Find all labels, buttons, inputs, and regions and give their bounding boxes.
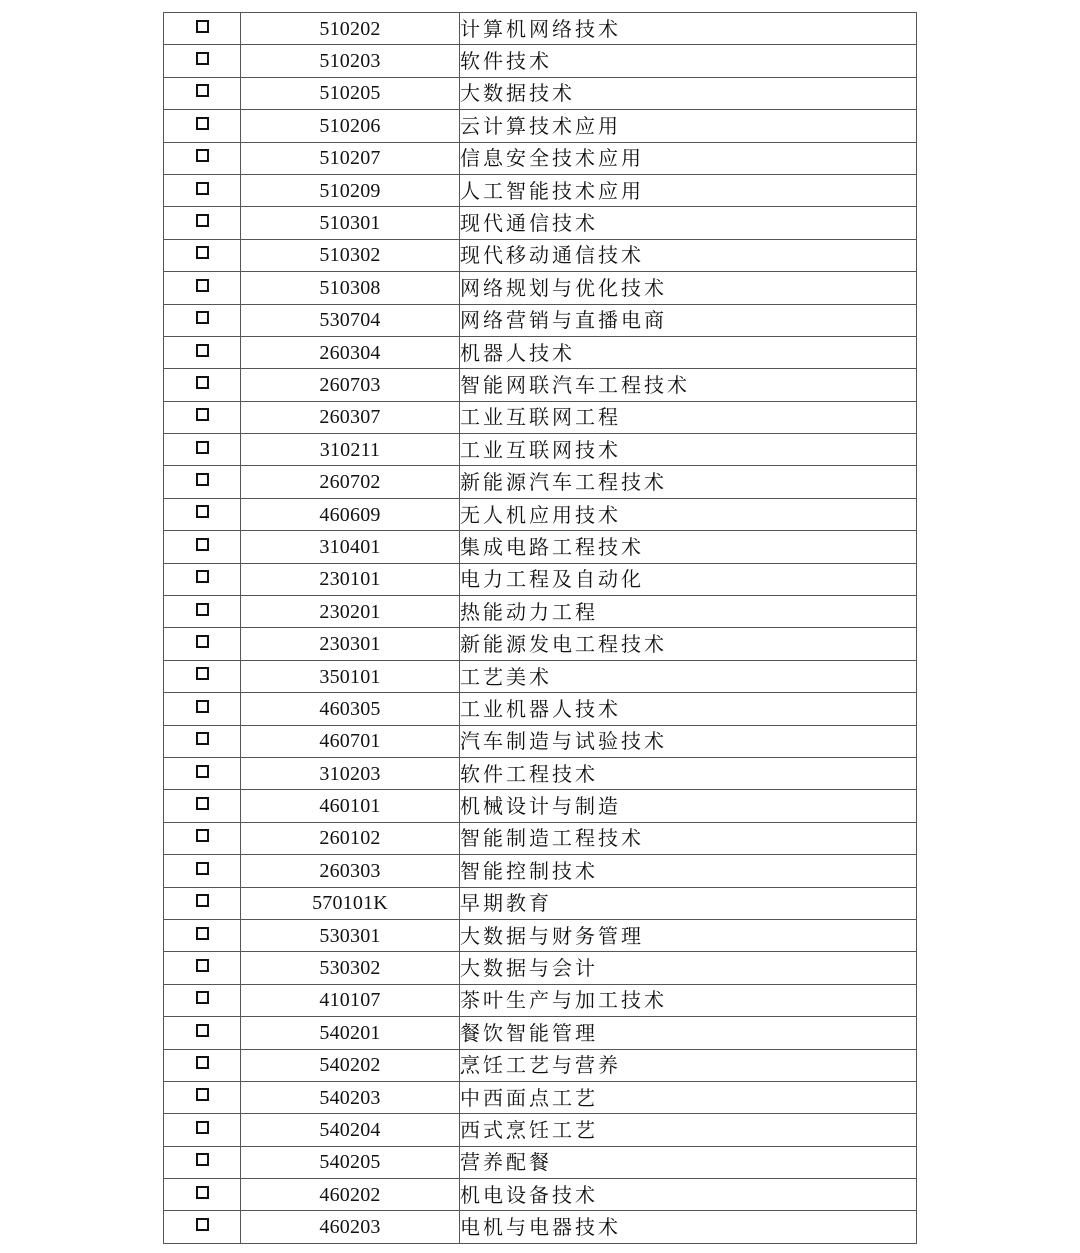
major-name: 新能源汽车工程技术: [460, 466, 917, 498]
major-name: 工艺美术: [460, 660, 917, 692]
checkbox-cell: [164, 77, 241, 109]
table-row: [164, 563, 917, 595]
table-row: [164, 142, 917, 174]
major-name: 集成电路工程技术: [460, 531, 917, 563]
major-name: 中西面点工艺: [460, 1081, 917, 1113]
major-name: 茶叶生产与加工技术: [460, 984, 917, 1016]
checkbox-cell: [164, 272, 241, 304]
select-checkbox[interactable]: [196, 214, 209, 227]
major-name: 人工智能技术应用: [460, 174, 917, 206]
table-row: [164, 822, 917, 854]
checkbox-cell: [164, 757, 241, 789]
select-checkbox[interactable]: [196, 829, 209, 842]
major-code: 530704: [241, 304, 460, 336]
major-name: 网络营销与直播电商: [460, 304, 917, 336]
major-name: 软件技术: [460, 45, 917, 77]
table-row: [164, 757, 917, 789]
checkbox-cell: [164, 434, 241, 466]
major-code: 460609: [241, 498, 460, 530]
select-checkbox[interactable]: [196, 1121, 209, 1134]
checkbox-cell: [164, 919, 241, 951]
major-code: 510308: [241, 272, 460, 304]
major-name: 工业互联网技术: [460, 434, 917, 466]
major-name: 大数据与会计: [460, 952, 917, 984]
checkbox-cell: [164, 336, 241, 368]
major-name: 机械设计与制造: [460, 790, 917, 822]
major-name: 电力工程及自动化: [460, 563, 917, 595]
table-row: [164, 660, 917, 692]
table-row: [164, 401, 917, 433]
select-checkbox[interactable]: [196, 505, 209, 518]
major-name: 烹饪工艺与营养: [460, 1049, 917, 1081]
select-checkbox[interactable]: [196, 149, 209, 162]
major-code: 230201: [241, 596, 460, 628]
major-name: 工业互联网工程: [460, 401, 917, 433]
table-row: [164, 531, 917, 563]
checkbox-cell: [164, 984, 241, 1016]
checkbox-cell: [164, 1114, 241, 1146]
select-checkbox[interactable]: [196, 635, 209, 648]
major-code: 310211: [241, 434, 460, 466]
select-checkbox[interactable]: [196, 570, 209, 583]
checkbox-cell: [164, 822, 241, 854]
checkbox-cell: [164, 369, 241, 401]
major-code: 510302: [241, 239, 460, 271]
major-code: 460202: [241, 1179, 460, 1211]
select-checkbox[interactable]: [196, 603, 209, 616]
major-name: 软件工程技术: [460, 757, 917, 789]
major-code: 540202: [241, 1049, 460, 1081]
major-code: 260307: [241, 401, 460, 433]
select-checkbox[interactable]: [196, 408, 209, 421]
table-row: [164, 272, 917, 304]
table-row: [164, 45, 917, 77]
table-row: [164, 369, 917, 401]
major-code: 460305: [241, 693, 460, 725]
table-row: [164, 952, 917, 984]
table-row: [164, 693, 917, 725]
select-checkbox[interactable]: [196, 441, 209, 454]
major-code: 510301: [241, 207, 460, 239]
checkbox-cell: [164, 142, 241, 174]
table-row: [164, 596, 917, 628]
table-row: [164, 1017, 917, 1049]
select-checkbox[interactable]: [196, 344, 209, 357]
checkbox-cell: [164, 401, 241, 433]
select-checkbox[interactable]: [196, 1218, 209, 1231]
select-checkbox[interactable]: [196, 52, 209, 65]
select-checkbox[interactable]: [196, 927, 209, 940]
major-name: 智能制造工程技术: [460, 822, 917, 854]
major-name: 西式烹饪工艺: [460, 1114, 917, 1146]
major-name: 机器人技术: [460, 336, 917, 368]
select-checkbox[interactable]: [196, 667, 209, 680]
checkbox-cell: [164, 660, 241, 692]
major-code: 460101: [241, 790, 460, 822]
checkbox-cell: [164, 1146, 241, 1178]
select-checkbox[interactable]: [196, 117, 209, 130]
major-code: 230301: [241, 628, 460, 660]
checkbox-cell: [164, 693, 241, 725]
major-code: 350101: [241, 660, 460, 692]
major-code: 530302: [241, 952, 460, 984]
select-checkbox[interactable]: [196, 991, 209, 1004]
major-name: 电机与电器技术: [460, 1211, 917, 1243]
table-row: [164, 887, 917, 919]
table-row: [164, 1211, 917, 1243]
major-code: 540201: [241, 1017, 460, 1049]
major-code: 230101: [241, 563, 460, 595]
checkbox-cell: [164, 1081, 241, 1113]
checkbox-cell: [164, 1017, 241, 1049]
checkbox-cell: [164, 531, 241, 563]
table-row: [164, 1049, 917, 1081]
major-name: 机电设备技术: [460, 1179, 917, 1211]
checkbox-cell: [164, 239, 241, 271]
checkbox-cell: [164, 1179, 241, 1211]
major-code: 510203: [241, 45, 460, 77]
checkbox-cell: [164, 1211, 241, 1243]
checkbox-cell: [164, 110, 241, 142]
checkbox-cell: [164, 207, 241, 239]
table-row: [164, 1114, 917, 1146]
select-checkbox[interactable]: [196, 732, 209, 745]
major-code: 540205: [241, 1146, 460, 1178]
checkbox-cell: [164, 498, 241, 530]
select-checkbox[interactable]: [196, 246, 209, 259]
select-checkbox[interactable]: [196, 959, 209, 972]
major-name: 无人机应用技术: [460, 498, 917, 530]
table-row: [164, 434, 917, 466]
major-name: 汽车制造与试验技术: [460, 725, 917, 757]
select-checkbox[interactable]: [196, 765, 209, 778]
major-name: 营养配餐: [460, 1146, 917, 1178]
select-checkbox[interactable]: [196, 311, 209, 324]
major-code: 310203: [241, 757, 460, 789]
checkbox-cell: [164, 1049, 241, 1081]
major-code: 570101K: [241, 887, 460, 919]
major-name: 计算机网络技术: [460, 13, 917, 45]
checkbox-cell: [164, 174, 241, 206]
major-name: 新能源发电工程技术: [460, 628, 917, 660]
major-name: 大数据与财务管理: [460, 919, 917, 951]
checkbox-cell: [164, 45, 241, 77]
select-checkbox[interactable]: [196, 538, 209, 551]
major-code: 260702: [241, 466, 460, 498]
select-checkbox[interactable]: [196, 84, 209, 97]
checkbox-cell: [164, 952, 241, 984]
table-row: [164, 13, 917, 45]
major-name: 热能动力工程: [460, 596, 917, 628]
select-checkbox[interactable]: [196, 1024, 209, 1037]
major-code: 410107: [241, 984, 460, 1016]
major-code: 510207: [241, 142, 460, 174]
table-row: [164, 1081, 917, 1113]
select-checkbox[interactable]: [196, 182, 209, 195]
major-name: 网络规划与优化技术: [460, 272, 917, 304]
table-row: [164, 855, 917, 887]
major-name: 智能网联汽车工程技术: [460, 369, 917, 401]
major-name: 智能控制技术: [460, 855, 917, 887]
document-page: [163, 12, 916, 1244]
select-checkbox[interactable]: [196, 376, 209, 389]
major-name: 大数据技术: [460, 77, 917, 109]
table-row: [164, 110, 917, 142]
major-name: 早期教育: [460, 887, 917, 919]
majors-table: [163, 12, 917, 1244]
checkbox-cell: [164, 466, 241, 498]
major-code: 530301: [241, 919, 460, 951]
majors-table-body: [164, 13, 917, 1244]
select-checkbox[interactable]: [196, 1088, 209, 1101]
select-checkbox[interactable]: [196, 279, 209, 292]
major-code: 260703: [241, 369, 460, 401]
table-row: [164, 336, 917, 368]
major-name: 云计算技术应用: [460, 110, 917, 142]
major-name: 信息安全技术应用: [460, 142, 917, 174]
major-code: 260303: [241, 855, 460, 887]
major-code: 510206: [241, 110, 460, 142]
select-checkbox[interactable]: [196, 797, 209, 810]
checkbox-cell: [164, 887, 241, 919]
major-code: 310401: [241, 531, 460, 563]
table-row: [164, 174, 917, 206]
checkbox-cell: [164, 563, 241, 595]
checkbox-cell: [164, 596, 241, 628]
checkbox-cell: [164, 628, 241, 660]
checkbox-cell: [164, 13, 241, 45]
major-code: 260102: [241, 822, 460, 854]
major-code: 510202: [241, 13, 460, 45]
checkbox-cell: [164, 855, 241, 887]
select-checkbox[interactable]: [196, 862, 209, 875]
select-checkbox[interactable]: [196, 473, 209, 486]
table-row: [164, 725, 917, 757]
major-name: 现代移动通信技术: [460, 239, 917, 271]
table-row: [164, 498, 917, 530]
select-checkbox[interactable]: [196, 1186, 209, 1199]
table-row: [164, 919, 917, 951]
checkbox-cell: [164, 725, 241, 757]
select-checkbox[interactable]: [196, 20, 209, 33]
select-checkbox[interactable]: [196, 894, 209, 907]
table-row: [164, 1179, 917, 1211]
table-row: [164, 1146, 917, 1178]
major-code: 460701: [241, 725, 460, 757]
table-row: [164, 304, 917, 336]
table-row: [164, 77, 917, 109]
major-code: 540203: [241, 1081, 460, 1113]
table-row: [164, 984, 917, 1016]
table-row: [164, 466, 917, 498]
major-code: 510205: [241, 77, 460, 109]
checkbox-cell: [164, 790, 241, 822]
select-checkbox[interactable]: [196, 1153, 209, 1166]
checkbox-cell: [164, 304, 241, 336]
major-code: 260304: [241, 336, 460, 368]
select-checkbox[interactable]: [196, 700, 209, 713]
major-name: 工业机器人技术: [460, 693, 917, 725]
major-name: 餐饮智能管理: [460, 1017, 917, 1049]
select-checkbox[interactable]: [196, 1056, 209, 1069]
table-row: [164, 790, 917, 822]
table-row: [164, 239, 917, 271]
table-row: [164, 628, 917, 660]
table-row: [164, 207, 917, 239]
major-code: 540204: [241, 1114, 460, 1146]
major-code: 510209: [241, 174, 460, 206]
major-name: 现代通信技术: [460, 207, 917, 239]
major-code: 460203: [241, 1211, 460, 1243]
